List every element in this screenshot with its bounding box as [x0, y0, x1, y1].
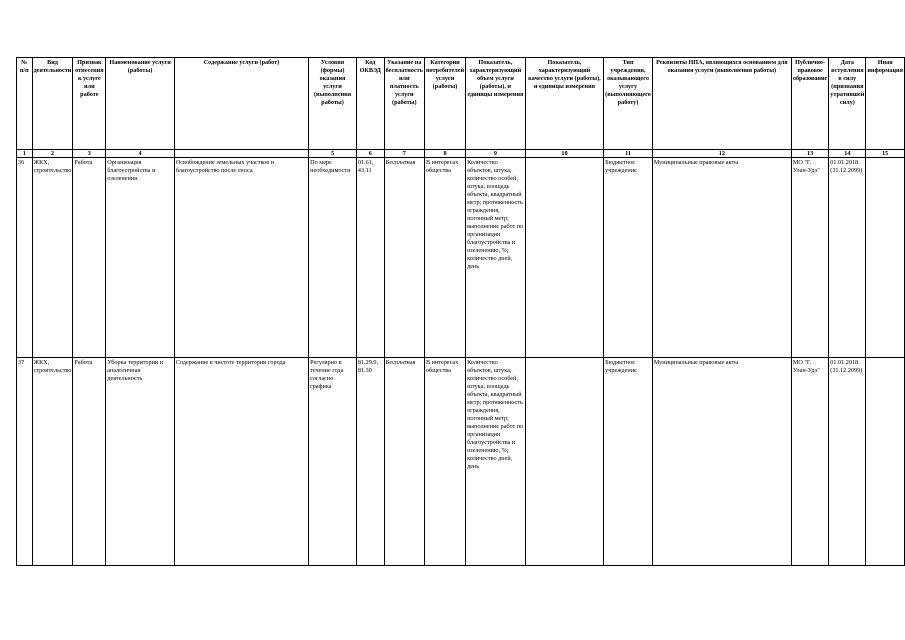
column-number-cell: 8	[424, 150, 465, 158]
header-cell: Наименование услуги (работы)	[106, 58, 175, 150]
table-row	[17, 158, 905, 358]
volume-cell: Количество объектов, штука; количество особей, штука; площадь объекта, квадратный метр; протяженность ограждения, погонный метр; выполнение работ по организации благоустройства и озеленению, %; количество дней, день	[466, 158, 526, 358]
okved-cell: 01.61, 43.11	[356, 158, 384, 358]
row-number-cell: 36	[17, 158, 33, 358]
column-number-row	[17, 150, 905, 158]
header-cell: Иная информация	[866, 58, 905, 150]
header-cell: Дата вступления в силу (признания утратившей силу)	[829, 58, 866, 150]
npa-cell: Муниципальные правовые акты	[652, 358, 791, 566]
header-cell: Вид деятельности	[32, 58, 73, 150]
column-number-cell: 15	[866, 150, 905, 158]
institution-type-cell: Бюджетное учреждение	[604, 358, 653, 566]
header-cell: Признак отнесения к услуге или работе	[73, 58, 106, 150]
header-cell: Тип учреждения, оказывающего услугу (выполняющего работу)	[604, 58, 653, 150]
row-number-cell: 37	[17, 358, 33, 566]
quality-cell	[525, 158, 603, 358]
header-row	[17, 58, 905, 150]
entity-cell: МО "Г. Улан-Удэ"	[791, 358, 828, 566]
column-number-cell: 12	[652, 150, 791, 158]
column-number-cell: 13	[791, 150, 828, 158]
sign-cell: Работа	[73, 158, 106, 358]
activity-cell: ЖКХ, строительство	[32, 158, 73, 358]
column-number-cell: 4	[106, 150, 175, 158]
column-number-cell: 7	[384, 150, 424, 158]
service-name-cell: Организация благоустройства и озеленения	[106, 158, 175, 358]
sign-cell: Работа	[73, 358, 106, 566]
content-cell: Освобождение земельных участков и благоустройство после сноса	[174, 158, 308, 358]
date-cell: 01.01.2018 (31.12.2099)	[829, 158, 866, 358]
service-name-cell: Уборка территории и аналогичная деятельность	[106, 358, 175, 566]
header-cell: № п/п	[17, 58, 33, 150]
column-number-cell: 3	[73, 150, 106, 158]
other-info-cell	[866, 158, 905, 358]
payment-cell: Бесплатная	[384, 158, 424, 358]
header-cell: Условия (формы) оказания услуги (выполнения работы)	[309, 58, 357, 150]
header-cell: Содержание услуги (работ)	[174, 58, 308, 150]
table-row	[17, 358, 905, 566]
consumers-cell: В интересах общества	[424, 158, 465, 358]
quality-cell	[525, 358, 603, 566]
activity-cell: ЖКХ, строительство	[32, 358, 73, 566]
column-number-cell: 2	[32, 150, 73, 158]
header-cell: Указание на бесплатность или платность услуги (работы)	[384, 58, 424, 150]
payment-cell: Бесплатная	[384, 358, 424, 566]
header-cell: Реквизиты НПА, являющихся основанием для оказания услуги (выполнения работы)	[652, 58, 791, 150]
conditions-cell: Регулярно в течение года согласно графика	[309, 358, 357, 566]
date-cell: 01.01.2018 (31.12.2099)	[829, 358, 866, 566]
column-number-cell: 5	[309, 150, 357, 158]
column-number-cell	[174, 150, 308, 158]
consumers-cell: В интересах общества	[424, 358, 465, 566]
services-table	[16, 57, 905, 566]
header-cell: Категории потребителей услуги (работы)	[424, 58, 465, 150]
column-number-cell: 14	[829, 150, 866, 158]
entity-cell: МО "Г. Улан-Удэ"	[791, 158, 828, 358]
npa-cell: Муниципальные правовые акты	[652, 158, 791, 358]
other-info-cell	[866, 358, 905, 566]
header-cell: Код ОКВЭД	[356, 58, 384, 150]
header-cell: Публично-правовое образование	[791, 58, 828, 150]
header-cell: Показатель, характеризующий качество услуги (работы), и единицы измерения	[525, 58, 603, 150]
column-number-cell: 1	[17, 150, 33, 158]
column-number-cell: 9	[466, 150, 526, 158]
institution-type-cell: Бюджетное учреждение	[604, 158, 653, 358]
content-cell: Содержание в чистоте территории города	[174, 358, 308, 566]
column-number-cell: 11	[604, 150, 653, 158]
column-number-cell: 10	[525, 150, 603, 158]
okved-cell: 81.29.9, 81.30	[356, 358, 384, 566]
document-sheet	[16, 57, 905, 566]
volume-cell: Количество объектов, штука; количество особей, штука; площадь объекта, квадратный метр; протяженность ограждения, погонный метр; выполнение работ по организации благоустройства и озеленению, %; количество дней, день	[466, 358, 526, 566]
header-cell: Показатель, характеризующий объем услуги (работы), и единицы измерения	[466, 58, 526, 150]
column-number-cell: 6	[356, 150, 384, 158]
conditions-cell: По мере необходимости	[309, 158, 357, 358]
